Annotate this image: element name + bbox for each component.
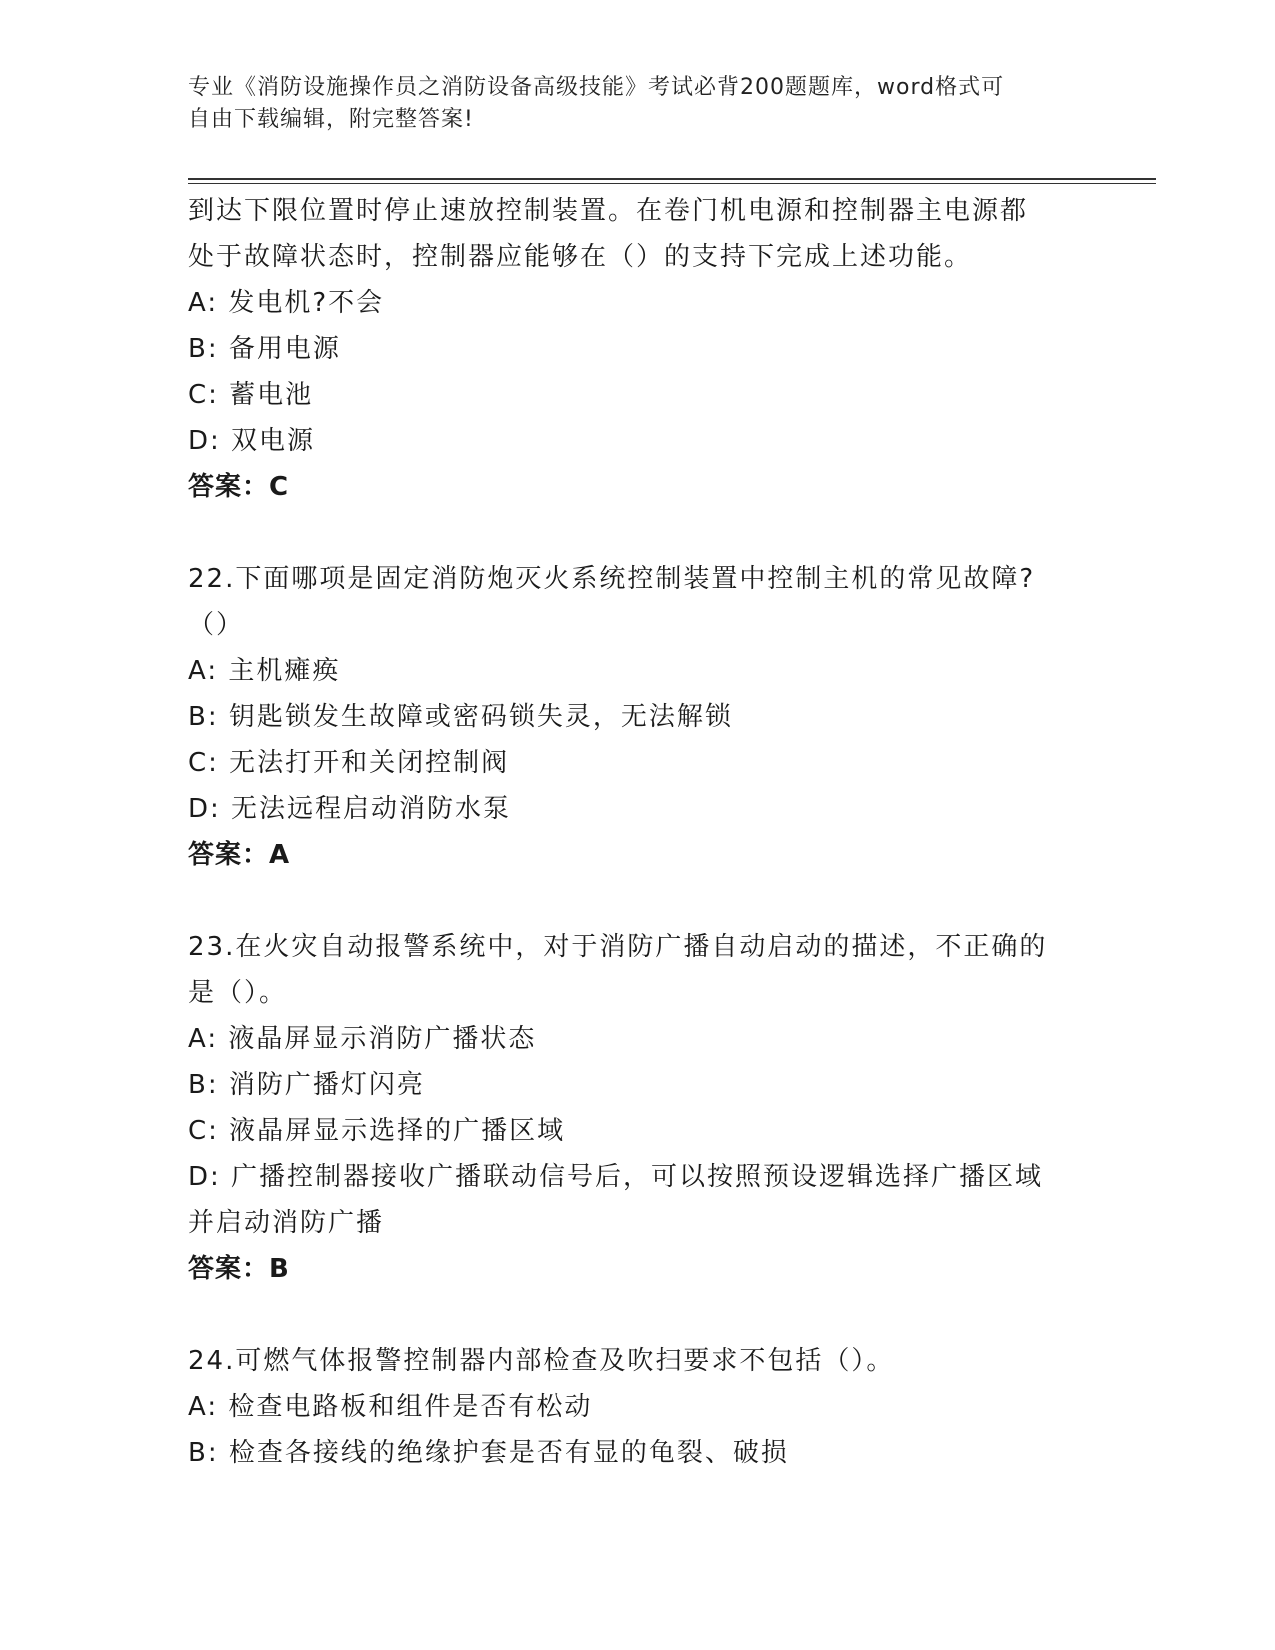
answer-label: 答案：C (188, 472, 290, 502)
option-a: A: 液晶屏显示消防广播状态 (188, 1024, 537, 1054)
answer-label: 答案：B (188, 1254, 290, 1284)
option-a: A: 主机瘫痪 (188, 656, 341, 686)
option-b: B: 钥匙锁发生故障或密码锁失灵，无法解锁 (188, 702, 733, 732)
spacer (188, 1292, 1088, 1338)
option-d: D: 双电源 (188, 426, 316, 456)
spacer (188, 510, 1088, 556)
option-b: B: 消防广播灯闪亮 (188, 1070, 425, 1100)
header-divider-thick (188, 178, 1156, 180)
question-list (188, 188, 1088, 1476)
question-stem-line: 23.在火灾自动报警系统中，对于消防广播自动启动的描述，不正确的 (188, 932, 1048, 962)
option-a: A: 发电机?不会 (188, 288, 385, 318)
header-line-1: 专业《消防设施操作员之消防设备高级技能》考试必背200题题库，word格式可 (188, 75, 1005, 100)
question-stem-line: 到达下限位置时停止速放控制装置。在卷门机电源和控制器主电源都 (188, 196, 1029, 226)
question-stem-line: （） (188, 610, 245, 640)
page-header (188, 72, 1068, 136)
spacer (188, 878, 1088, 924)
option-a: A: 检查电路板和组件是否有松动 (188, 1392, 593, 1422)
question-22 (188, 556, 1088, 878)
option-d: D: 无法远程启动消防水泵 (188, 794, 512, 824)
option-d: D: 广播控制器接收广播联动信号后，可以按照预设逻辑选择广播区域 (188, 1162, 1044, 1192)
option-b: B: 备用电源 (188, 334, 341, 364)
option-c: C: 液晶屏显示选择的广播区域 (188, 1116, 566, 1146)
question-24 (188, 1338, 1088, 1476)
question-stem-line: 处于故障状态时，控制器应能够在（）的支持下完成上述功能。 (188, 242, 973, 272)
question-23 (188, 924, 1088, 1292)
option-c: C: 蓄电池 (188, 380, 314, 410)
question-stem-line: 24.可燃气体报警控制器内部检查及吹扫要求不包括（）。 (188, 1346, 895, 1376)
header-line-2: 自由下载编辑，附完整答案! (188, 107, 474, 132)
question-stem-line: 是（）。 (188, 978, 288, 1008)
option-c: C: 无法打开和关闭控制阀 (188, 748, 510, 778)
option-d-continued: 并启动消防广播 (188, 1208, 385, 1238)
header-divider-thin (188, 183, 1156, 184)
question-stem-line: 22.下面哪项是固定消防炮灭火系统控制装置中控制主机的常见故障? (188, 564, 1036, 594)
answer-label: 答案：A (188, 840, 291, 870)
question-21 (188, 188, 1088, 510)
option-b: B: 检查各接线的绝缘护套是否有显的龟裂、破损 (188, 1438, 789, 1468)
